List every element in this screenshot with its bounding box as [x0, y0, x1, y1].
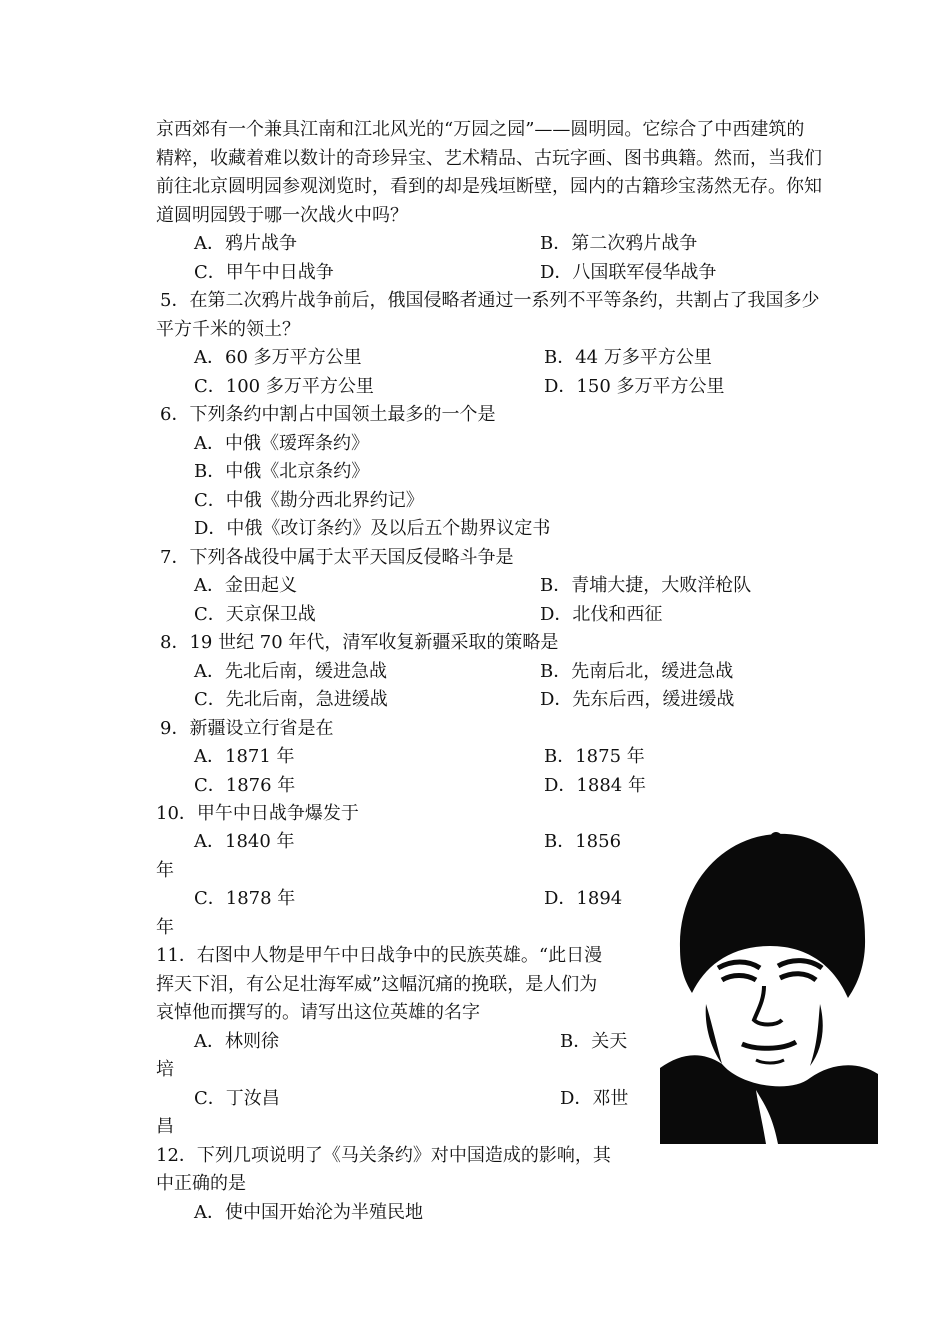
q11-option-b: B．关天: [560, 1031, 628, 1052]
q12-stem-line-1: 12．下列几项说明了《马关条约》对中国造成的影响，其: [156, 1145, 611, 1166]
q7-stem: 7．下列各战役中属于太平天国反侵略斗争是: [160, 547, 514, 568]
q5-option-c: C．100 多万平方公里: [194, 376, 374, 397]
q12-stem-line-2: 中正确的是: [156, 1173, 246, 1194]
q12-option-a: A．使中国开始沦为半殖民地: [194, 1202, 423, 1223]
q5-option-b: B．44 万多平方公里: [544, 347, 712, 368]
q5-stem-line-1: 5．在第二次鸦片战争前后，俄国侵略者通过一系列不平等条约，共割占了我国多少: [160, 290, 820, 311]
q4-stem-line-2: 精粹，收藏着难以数计的奇珍异宝、艺术精品、古玩字画、图书典籍。然而，当我们: [156, 148, 822, 169]
q10-stem: 10．甲午中日战争爆发于: [156, 803, 359, 824]
q11-option-d: D．邓世: [560, 1088, 629, 1109]
q11-option-c: C．丁汝昌: [194, 1088, 280, 1109]
q4-option-a: A．鸦片战争: [194, 233, 297, 254]
q7-option-c: C．天京保卫战: [194, 604, 316, 625]
q10-option-a: A．1840 年: [194, 831, 295, 852]
q10-option-d-wrap: 年: [156, 917, 174, 938]
q11-stem-line-3: 哀悼他而撰写的。请写出这位英雄的名字: [156, 1002, 480, 1023]
q11-option-b-wrap: 培: [156, 1059, 174, 1080]
q4-option-b: B．第二次鸦片战争: [540, 233, 698, 254]
q11-stem-line-2: 挥天下泪，有公足壮海军威”这幅沉痛的挽联，是人们为: [156, 974, 598, 995]
q8-stem: 8．19 世纪 70 年代，清军收复新疆采取的策略是: [160, 632, 559, 653]
q7-option-b: B．青埔大捷，大败洋枪队: [540, 575, 752, 596]
q10-option-b-wrap: 年: [156, 860, 174, 881]
q11-stem-line-1: 11．右图中人物是甲午中日战争中的民族英雄。“此日漫: [156, 945, 603, 966]
q6-stem: 6．下列条约中割占中国领土最多的一个是: [160, 404, 496, 425]
q9-option-a: A．1871 年: [194, 746, 295, 767]
q5-option-d: D．150 多万平方公里: [544, 376, 725, 397]
q9-option-c: C．1876 年: [194, 775, 296, 796]
portrait-image: [660, 828, 878, 1144]
q6-option-d: D．中俄《改订条约》及以后五个勘界议定书: [194, 518, 551, 539]
q4-stem-line-4: 道圆明园毁于哪一次战火中吗？: [156, 205, 408, 226]
q8-option-c: C．先北后南，急进缓战: [194, 689, 388, 710]
q8-option-b: B．先南后北，缓进急战: [540, 661, 734, 682]
q4-stem-line-3: 前往北京圆明园参观浏览时，看到的却是残垣断壁，园内的古籍珍宝荡然无存。你知: [156, 176, 822, 197]
q6-option-c: C．中俄《勘分西北界约记》: [194, 490, 424, 511]
q11-option-a: A．林则徐: [194, 1031, 279, 1052]
q4-option-c: C．甲午中日战争: [194, 262, 334, 283]
q6-option-a: A．中俄《瑷珲条约》: [194, 433, 369, 454]
q4-option-d: D．八国联军侵华战争: [540, 262, 717, 283]
q7-option-a: A．金田起义: [194, 575, 297, 596]
q8-option-d: D．先东后西，缓进缓战: [540, 689, 735, 710]
q6-option-b: B．中俄《北京条约》: [194, 461, 370, 482]
q9-option-b: B．1875 年: [544, 746, 645, 767]
q5-option-a: A．60 多万平方公里: [194, 347, 362, 368]
q4-stem-line-1: 京西郊有一个兼具江南和江北风光的“万园之园”——圆明园。它综合了中西建筑的: [156, 119, 805, 140]
q8-option-a: A．先北后南，缓进急战: [194, 661, 387, 682]
q9-stem: 9．新疆设立行省是在: [160, 718, 334, 739]
q10-option-d: D．1894: [544, 888, 623, 909]
q9-option-d: D．1884 年: [544, 775, 646, 796]
q10-option-b: B．1856: [544, 831, 622, 852]
q11-option-d-wrap: 昌: [156, 1116, 174, 1137]
q5-stem-line-2: 平方千米的领土？: [156, 319, 300, 340]
q7-option-d: D．北伐和西征: [540, 604, 663, 625]
q10-option-c: C．1878 年: [194, 888, 296, 909]
